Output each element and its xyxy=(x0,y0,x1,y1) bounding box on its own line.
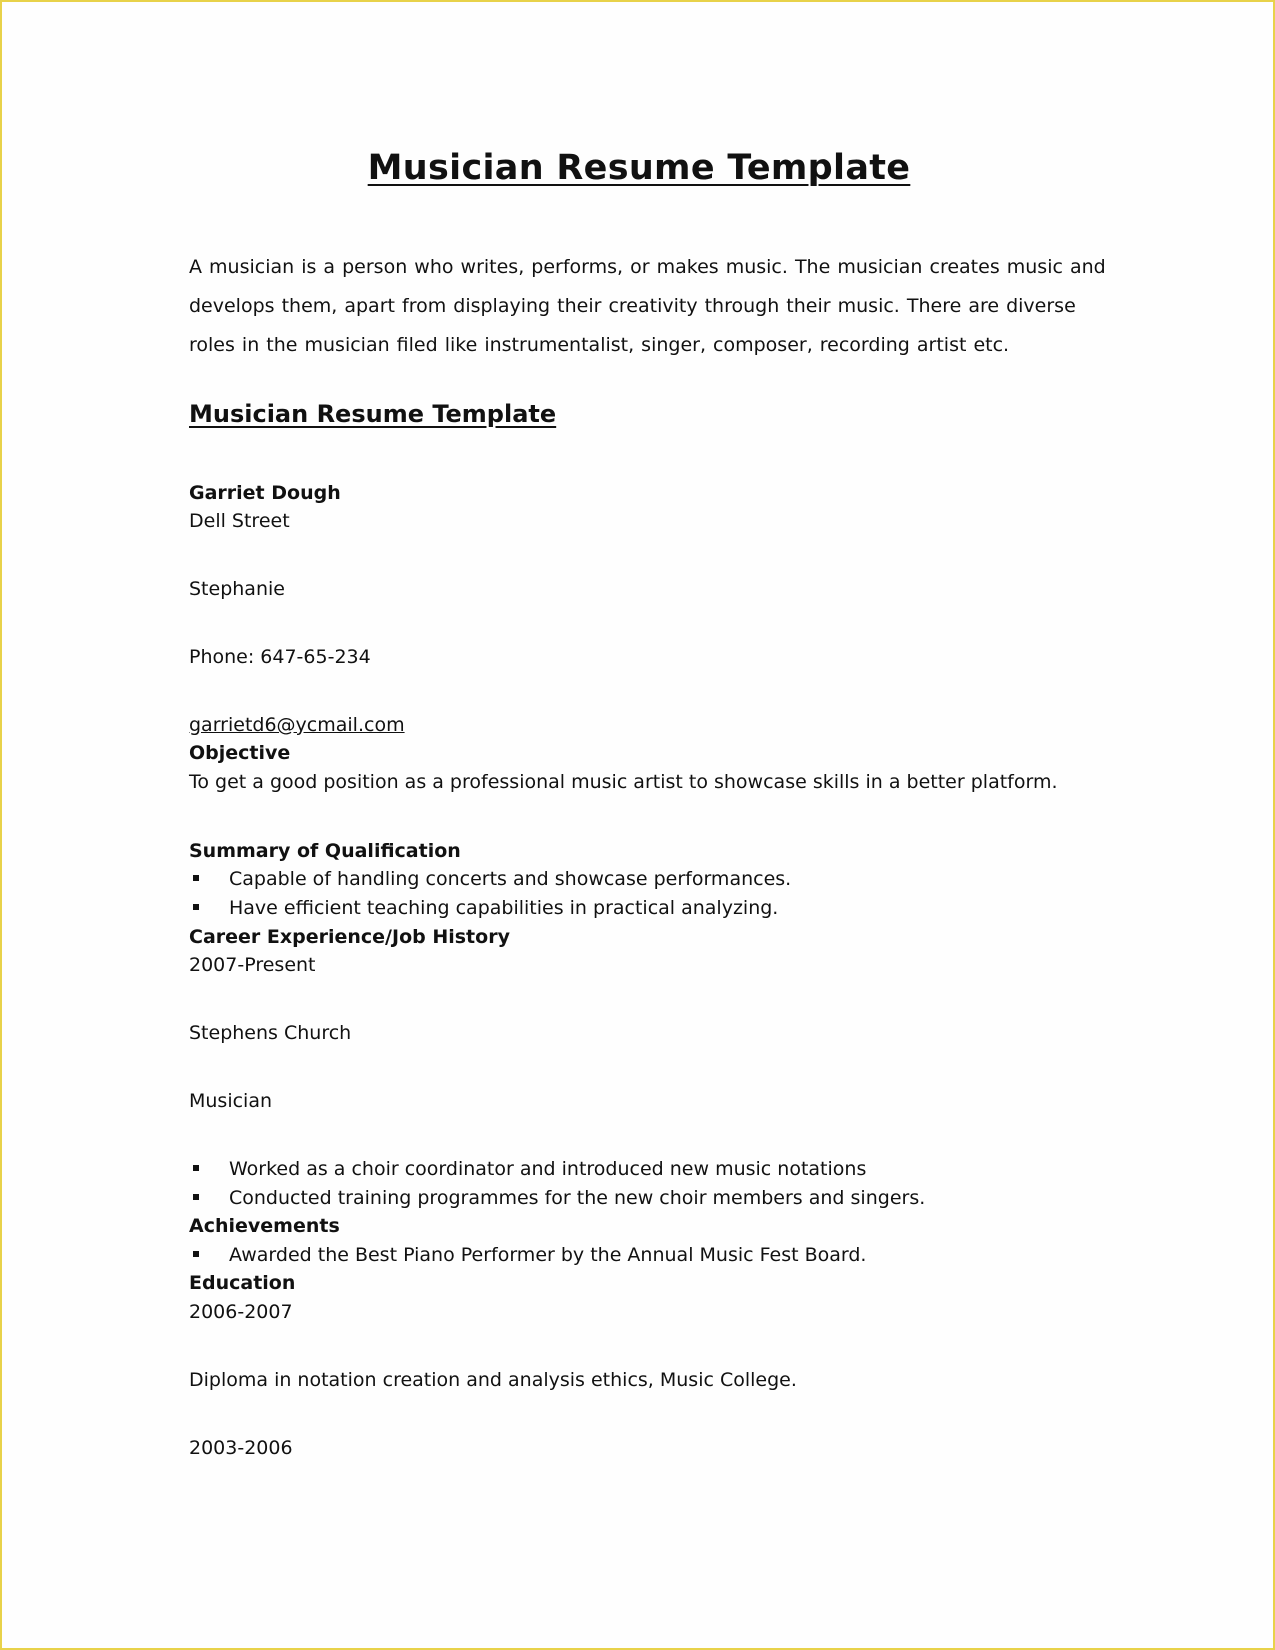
education-period: 2003-2006 xyxy=(189,1437,293,1459)
objective-heading: Objective xyxy=(189,742,291,764)
objective-text: To get a good position as a professional music artist to showcase skills in a better platform. xyxy=(189,771,1058,793)
section-title: Musician Resume Template xyxy=(189,400,557,428)
address-city: Stephanie xyxy=(189,578,285,600)
intro-paragraph xyxy=(189,248,1109,365)
bullet-icon xyxy=(193,1165,199,1171)
career-heading: Career Experience/Job History xyxy=(189,926,510,948)
bullet-icon xyxy=(193,1251,199,1257)
list-item xyxy=(189,868,792,890)
address-street: Dell Street xyxy=(189,510,290,532)
list-item xyxy=(189,1158,867,1180)
phone-number: Phone: 647-65-234 xyxy=(189,646,371,668)
bullet-icon xyxy=(193,875,199,881)
list-item xyxy=(189,897,779,919)
education-period: 2006-2007 xyxy=(189,1301,293,1323)
list-item xyxy=(189,1187,926,1209)
career-role: Musician xyxy=(189,1090,273,1112)
document-title: Musician Resume Template xyxy=(367,148,911,188)
list-item xyxy=(189,1244,867,1266)
bullet-icon xyxy=(193,1194,199,1200)
education-heading: Education xyxy=(189,1272,296,1294)
education-degree: Diploma in notation creation and analysis ethics, Music College. xyxy=(189,1369,797,1391)
bullet-text: Have efficient teaching capabilities in practical analyzing. xyxy=(229,897,779,919)
bullet-text: Capable of handling concerts and showcase performances. xyxy=(229,868,792,890)
bullet-text: Worked as a choir coordinator and introduced new music notations xyxy=(229,1158,867,1180)
bullet-text: Conducted training programmes for the new choir members and singers. xyxy=(229,1187,926,1209)
applicant-name: Garriet Dough xyxy=(189,482,341,504)
achievements-heading: Achievements xyxy=(189,1215,340,1237)
career-employer: Stephens Church xyxy=(189,1022,352,1044)
summary-heading: Summary of Qualification xyxy=(189,840,461,862)
intro-line: A musician is a person who writes, performs, or makes music. The musician creates music and xyxy=(189,256,1106,278)
bullet-text: Awarded the Best Piano Performer by the Annual Music Fest Board. xyxy=(229,1244,867,1266)
intro-line: roles in the musician filed like instrumentalist, singer, composer, recording artist etc. xyxy=(189,334,1010,356)
career-period: 2007-Present xyxy=(189,954,316,976)
bullet-icon xyxy=(193,904,199,910)
intro-line: develops them, apart from displaying their creativity through their music. There are diverse xyxy=(189,295,1076,317)
email-link[interactable]: garrietd6@ycmail.com xyxy=(189,714,405,736)
